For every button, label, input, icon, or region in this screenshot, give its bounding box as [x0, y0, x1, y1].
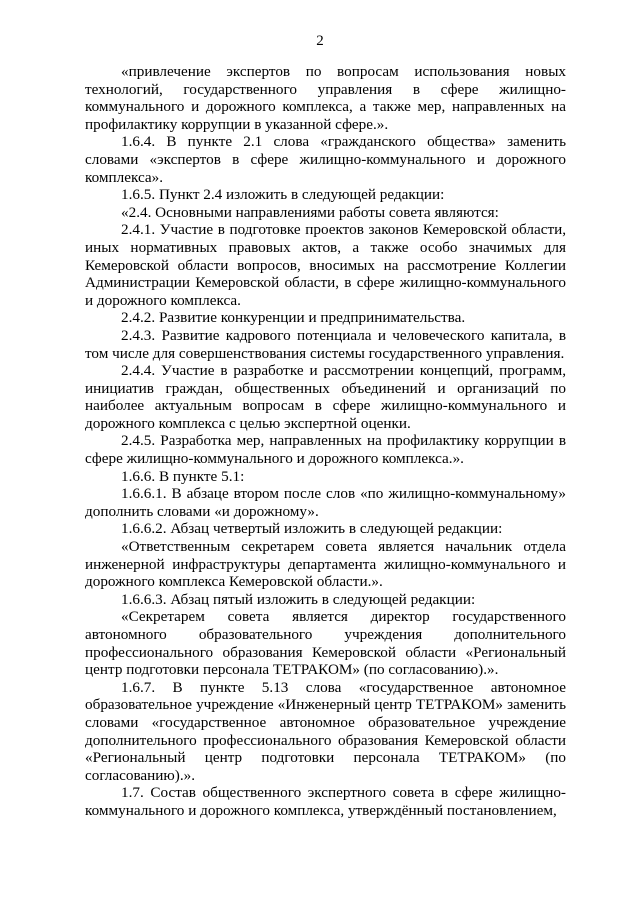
- paragraph-1-6-5: 1.6.5. Пункт 2.4 изложить в следующей редакции:: [121, 186, 445, 204]
- page-number: 2: [316, 33, 324, 49]
- paragraph-1-6-6-2: 1.6.6.2. Абзац четвертый изложить в следующей редакции:: [121, 520, 503, 538]
- paragraph-2-4-5: 2.4.5. Разработка мер, направленных на профилактику коррупции в сфере жилищно-коммунального и дорожного комплекса.».: [85, 432, 566, 468]
- paragraph-2-4: «2.4. Основными направлениями работы совета являются:: [121, 203, 499, 221]
- document-body: [85, 63, 566, 820]
- paragraph-quote-experts: «привлечение экспертов по вопросам использования новых технологий, государственного управления в сфере жилищно-коммунального и дорожного комплекса, а также мер, направленных на профилактику коррупции в указанной сфере.».: [85, 63, 566, 133]
- paragraph-2-4-4: 2.4.4. Участие в разработке и рассмотрении концепций, программ, инициатив граждан, общественных объединений и организаций по наиболее актуальным вопросам в сфере жилищно-коммунального и дорожного комплекса с целью экспертной оценки.: [85, 362, 566, 432]
- paragraph-1-7: 1.7. Состав общественного экспертного совета в сфере жилищно-коммунального и дорожного комплекса, утверждённый постановлением,: [85, 784, 566, 819]
- paragraph-1-6-6-1: 1.6.6.1. В абзаце втором после слов «по жилищно-коммунальному» дополнить словами «и дорожному».: [85, 485, 566, 520]
- paragraph-2-4-3: 2.4.3. Развитие кадрового потенциала и человеческого капитала, в том числе для совершенствования системы государственного управления.: [85, 326, 566, 362]
- paragraph-responsible-secretary: «Ответственным секретарем совета является начальник отдела инженерной инфраструктуры департамента жилищно-коммунального и дорожного комплекса Кемеровской области.».: [85, 538, 566, 591]
- paragraph-1-6-6-3: 1.6.6.3. Абзац пятый изложить в следующей редакции:: [121, 590, 476, 608]
- paragraph-1-6-7: 1.6.7. В пункте 5.13 слова «государственное автономное образовательное учреждение «Инженерный центр ТЕТРАКОМ» заменить словами «государственное автономное образовательное учреждение дополнительного профессионального образования Кемеровской области «Региональный центр подготовки персонала ТЕТРАКОМ» (по согласованию).».: [85, 678, 566, 784]
- paragraph-2-4-2: 2.4.2. Развитие конкуренции и предпринимательства.: [121, 309, 466, 327]
- paragraph-secretary: «Секретарем совета является директор государственного автономного образовательного учреждения дополнительного профессионального образования Кемеровской области «Региональный центр подготовки персонала ТЕТРАКОМ» (по согласованию).».: [85, 608, 566, 679]
- paragraph-1-6-4: 1.6.4. В пункте 2.1 слова «гражданского общества» заменить словами «экспертов в сфере жилищно-коммунального и дорожного комплекса».: [85, 133, 566, 186]
- paragraph-2-4-1: 2.4.1. Участие в подготовке проектов законов Кемеровской области, иных нормативных правовых актов, а также особо значимых для Кемеровской области вопросов, вносимых на рассмотрение Коллегии Администрации Кемеровской области, в сфере жилищно-коммунального и дорожного комплекса.: [85, 221, 566, 309]
- paragraph-1-6-6: 1.6.6. В пункте 5.1:: [121, 467, 245, 485]
